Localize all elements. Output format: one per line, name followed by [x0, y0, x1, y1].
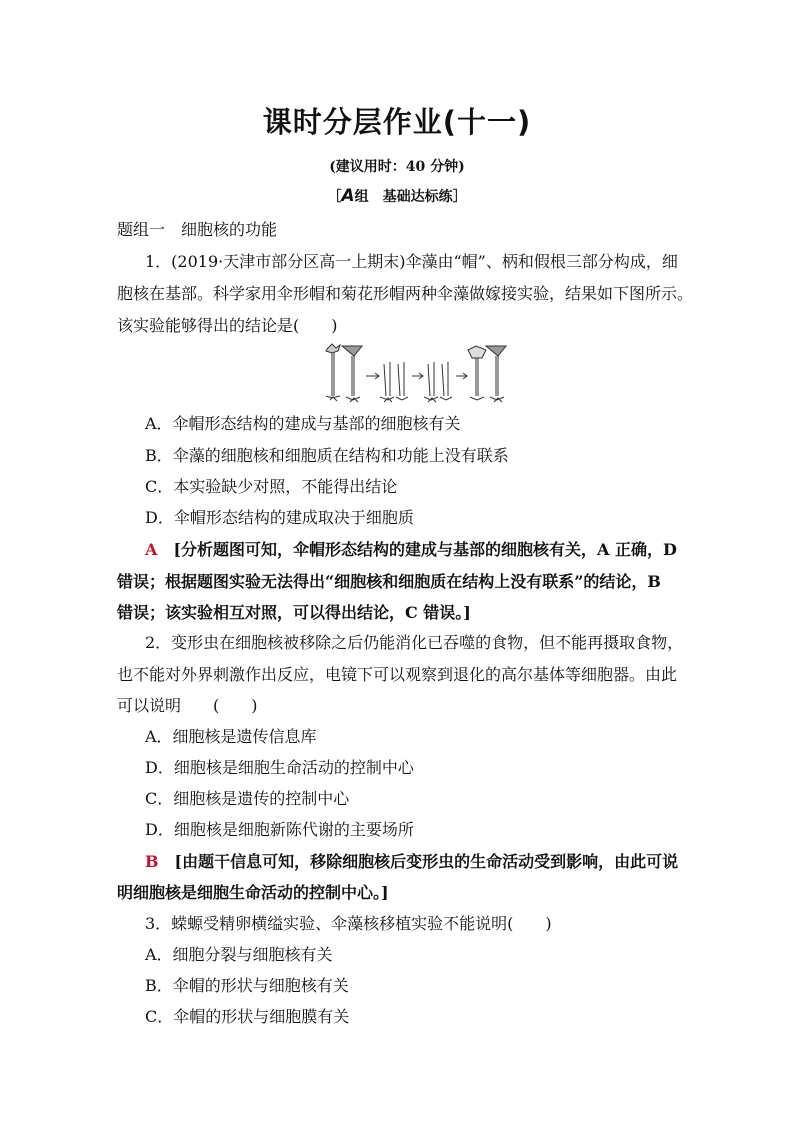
- time-suggestion: (建议用时：40 分钟): [329, 159, 465, 175]
- q3-option-a: A．细胞分裂与细胞核有关: [145, 945, 333, 964]
- section-title: 题组一 细胞核的功能: [117, 220, 278, 239]
- q2-option-b: D．细胞核是细胞生命活动的控制中心: [145, 758, 414, 777]
- q2-stem-line2: 也不能对外界刺激作出反应，电镜下可以观察到退化的高尔基体等细胞器。由此: [117, 665, 678, 684]
- q2-option-c: C．细胞核是遗传的控制中心: [145, 789, 350, 808]
- q1-answer-text1: [分析题图可知，伞帽形态结构的建成与基部的细胞核有关，A 正确，D: [173, 540, 677, 559]
- group-bracket-close: ］: [452, 189, 467, 205]
- q2-answer-letter: B: [145, 852, 159, 871]
- q1-answer-line2: 错误；根据题图实验无法得出“细胞核和细胞质在结构上没有联系”的结论，B: [117, 572, 661, 591]
- group-bracket-open: ［: [327, 189, 342, 205]
- page-title: 课时分层作业(十一): [262, 105, 532, 139]
- q3-stem-line1: 3．蝾螈受精卵横缢实验、伞藻核移植实验不能说明( ): [145, 914, 552, 933]
- q1-stem-line1: 1．(2019·天津市部分区高一上期末)伞藻由“帽”、柄和假根三部分构成，细: [145, 252, 678, 271]
- q2-answer-text1: [由题干信息可知，移除细胞核后变形虫的生命活动受到影响，由此可说: [174, 852, 679, 871]
- q1-stem-line3: 该实验能够得出的结论是( ): [117, 316, 338, 335]
- q2-stem-line1: 2．变形虫在细胞核被移除之后仍能消化已吞噬的食物，但不能再摄取食物，: [145, 633, 684, 652]
- group-letter: A: [341, 186, 355, 206]
- q1-option-d: D．伞帽形态结构的建成取决于细胞质: [145, 508, 414, 527]
- q1-answer-line1: [145, 540, 677, 560]
- q2-answer-line2: 明细胞核是细胞生命活动的控制中心。]: [117, 883, 389, 902]
- q3-option-c: C．伞帽的形状与细胞膜有关: [145, 1007, 350, 1026]
- q1-answer-letter: A: [145, 540, 158, 559]
- q1-option-a: A．伞帽形态结构的建成与基部的细胞核有关: [145, 414, 461, 433]
- q2-answer-line1: [145, 852, 678, 872]
- q1-option-b: B．伞藻的细胞核和细胞质在结构和功能上没有联系: [145, 446, 509, 465]
- group-label: 组 基础达标练: [354, 189, 453, 205]
- q1-answer-line3: 错误；该实验相互对照，可以得出结论，C 错误。]: [117, 603, 471, 622]
- group-heading: [0, 186, 794, 206]
- q2-option-d: D．细胞核是细胞新陈代谢的主要场所: [145, 820, 414, 839]
- q2-option-a: A．细胞核是遗传信息库: [145, 727, 317, 746]
- q1-option-c: C．本实验缺少对照，不能得出结论: [145, 477, 398, 496]
- q3-option-b: B．伞帽的形状与细胞核有关: [145, 976, 349, 995]
- q1-stem-line2: 胞核在基部。科学家用伞形帽和菊花形帽两种伞藻做嫁接实验，结果如下图所示。: [117, 284, 694, 303]
- acetabularia-grafting-figure: [318, 340, 508, 406]
- q2-stem-line3: 可以说明 ( ): [117, 696, 258, 715]
